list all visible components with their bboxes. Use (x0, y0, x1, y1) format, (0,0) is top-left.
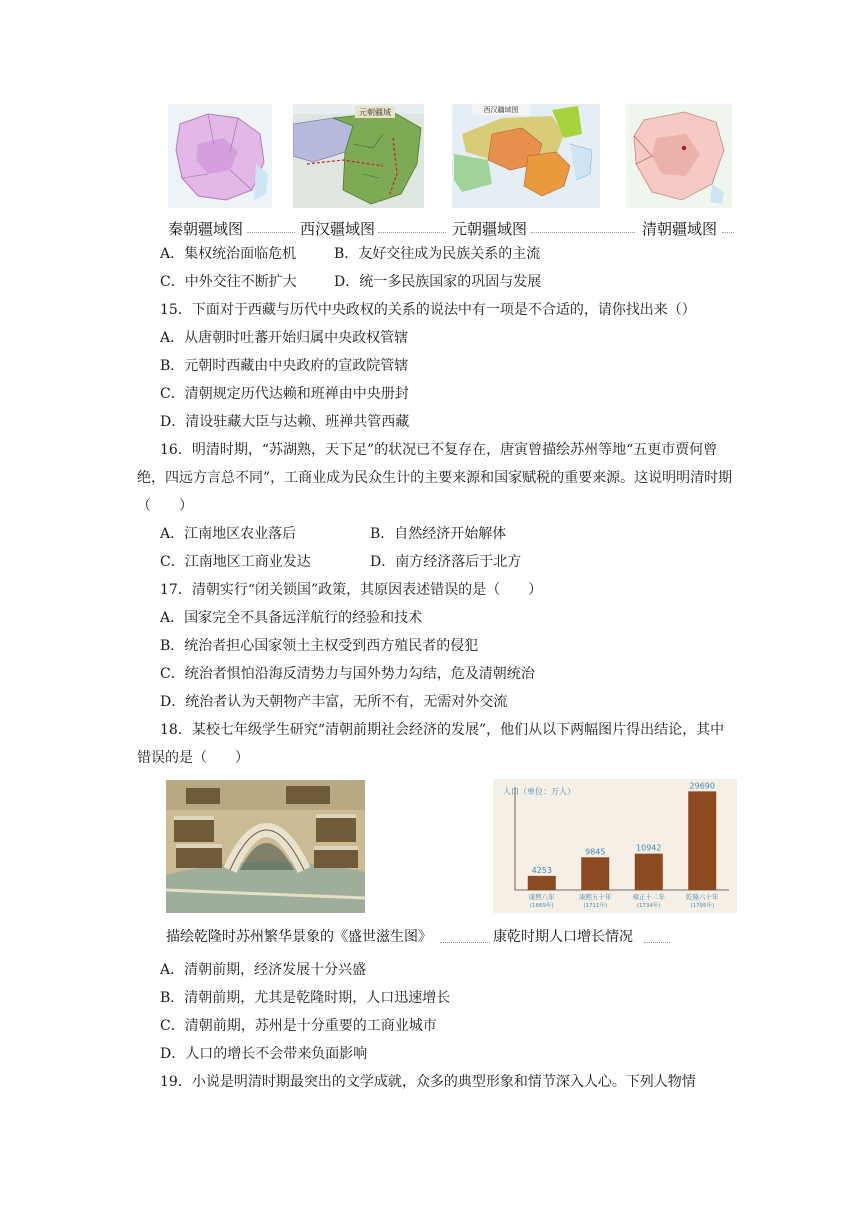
chart-data-label: 4253 (531, 865, 552, 875)
chart-category-year: (1711年) (583, 903, 608, 909)
chart-data-label: 9845 (585, 847, 606, 857)
population-bar-chart (493, 779, 737, 913)
chart-bar (581, 857, 609, 890)
painting-caption: 描绘乾隆时苏州繁华景象的《盛世滋生图》 (166, 929, 432, 945)
q17-option-a: A．国家完全不具备远洋航行的经验和技术 (160, 610, 423, 626)
shengshi-zisheng-painting (166, 780, 365, 913)
map-caption-yuan: 元朝疆域图 (452, 220, 528, 238)
q14-option-b: B．友好交往成为民族关系的主流 (334, 246, 541, 262)
q16-stem: 16．明清时期，“苏湖熟，天下足”的状况已不复存在，唐寅曾描绘苏州等地“五更市贾何曾绝，四远方言总不同”，工商业成为民众生计的主要来源和国家赋税的重要来源。这说明明清时期（ ） (137, 442, 733, 514)
q14-option-c: C．中外交往不断扩大 (160, 274, 297, 290)
dotted-divider (247, 232, 295, 233)
map-caption-qing: 清朝疆域图 (642, 220, 718, 238)
q16-option-b: B．自然经济开始解体 (370, 526, 507, 542)
q14-option-d: D．统一多民族国家的巩固与发展 (334, 274, 542, 290)
dotted-divider (722, 232, 734, 233)
chart-category-year: (1795年) (690, 903, 715, 909)
chart-category-label: 康熙五十年 (579, 893, 612, 901)
chart-category-label: 康熙八年 (528, 893, 555, 901)
chart-category-year: (1734年) (636, 903, 661, 909)
map-caption-qin: 秦朝疆域图 (168, 220, 244, 238)
q16-option-d: D．南方经济落后于北方 (370, 554, 522, 570)
qing-map-image (626, 104, 732, 208)
chart-data-label: 29690 (689, 781, 715, 791)
q18-option-c: C．清朝前期，苏州是十分重要的工商业城市 (160, 1018, 437, 1034)
q15-option-c: C．清朝规定历代达赖和班禅由中央册封 (160, 386, 409, 402)
xihan-map-inner-title: 元朝疆域 (359, 108, 391, 117)
chart-category-year: (1669年) (529, 903, 554, 909)
yuan-map-inner-title: 西汉疆域图 (483, 106, 519, 114)
q18-option-d: D．人口的增长不会带来负面影响 (160, 1046, 368, 1062)
chart-data-label: 10942 (636, 843, 662, 853)
q17-option-d: D．统治者认为天朝物产丰富，无所不有，无需对外交流 (160, 694, 508, 710)
q18-option-a: A．清朝前期，经济发展十分兴盛 (160, 962, 367, 978)
q16-option-a: A．江南地区农业落后 (160, 526, 297, 542)
q17-option-b: B．统治者担心国家领土主权受到西方殖民者的侵犯 (160, 638, 479, 654)
q17-stem: 17．清朝实行“闭关锁国”政策，其原因表述错误的是（ ） (160, 582, 543, 598)
q18-stem: 18．某校七年级学生研究“清朝前期社会经济的发展”，他们从以下两幅图片得出结论，其中错误的是（ ） (137, 722, 725, 766)
map-caption-row (168, 218, 738, 240)
q15-stem: 15．下面对于西藏与历代中央政权的关系的说法中有一项是不合适的，请你找出来（） (160, 302, 696, 318)
chart-bar (635, 854, 663, 890)
chart-category-label: 雍正十二年 (632, 893, 665, 901)
q17-option-c: C．统治者惧怕沿海反清势力与国外势力勾结，危及清朝统治 (160, 666, 535, 682)
dotted-divider (378, 232, 446, 233)
q16-option-c: C．江南地区工商业发达 (160, 554, 311, 570)
q19-stem: 19．小说是明清时期最突出的文学成就，众多的典型形象和情节深入人心。下列人物情 (160, 1074, 696, 1090)
dotted-divider (531, 232, 635, 233)
dotted-divider (440, 942, 490, 943)
chart-caption: 康乾时期人口增长情况 (493, 929, 633, 945)
map-caption-xihan: 西汉疆域图 (300, 220, 376, 238)
population-chart-svg (493, 779, 737, 913)
map-row (168, 104, 736, 212)
xihan-map-image (293, 104, 424, 208)
q15-option-d: D．清设驻藏大臣与达赖、班禅共管西藏 (160, 414, 410, 430)
chart-category-label: 乾隆六十年 (686, 893, 719, 901)
dotted-divider (644, 942, 670, 943)
q14-option-a: A．集权统治面临危机 (160, 246, 297, 262)
q18-option-b: B．清朝前期，尤其是乾隆时期，人口迅速增长 (160, 990, 451, 1006)
chart-bar (528, 876, 556, 890)
q15-option-a: A．从唐朝时吐蕃开始归属中央政权管辖 (160, 330, 409, 346)
chart-bar (688, 791, 716, 890)
yuan-map-image (452, 104, 600, 208)
q15-option-b: B．元朝时西藏由中央政府的宣政院管辖 (160, 358, 409, 374)
chart-ylabel: 人口（单位：万人） (503, 787, 575, 796)
qin-map-image (168, 104, 272, 208)
